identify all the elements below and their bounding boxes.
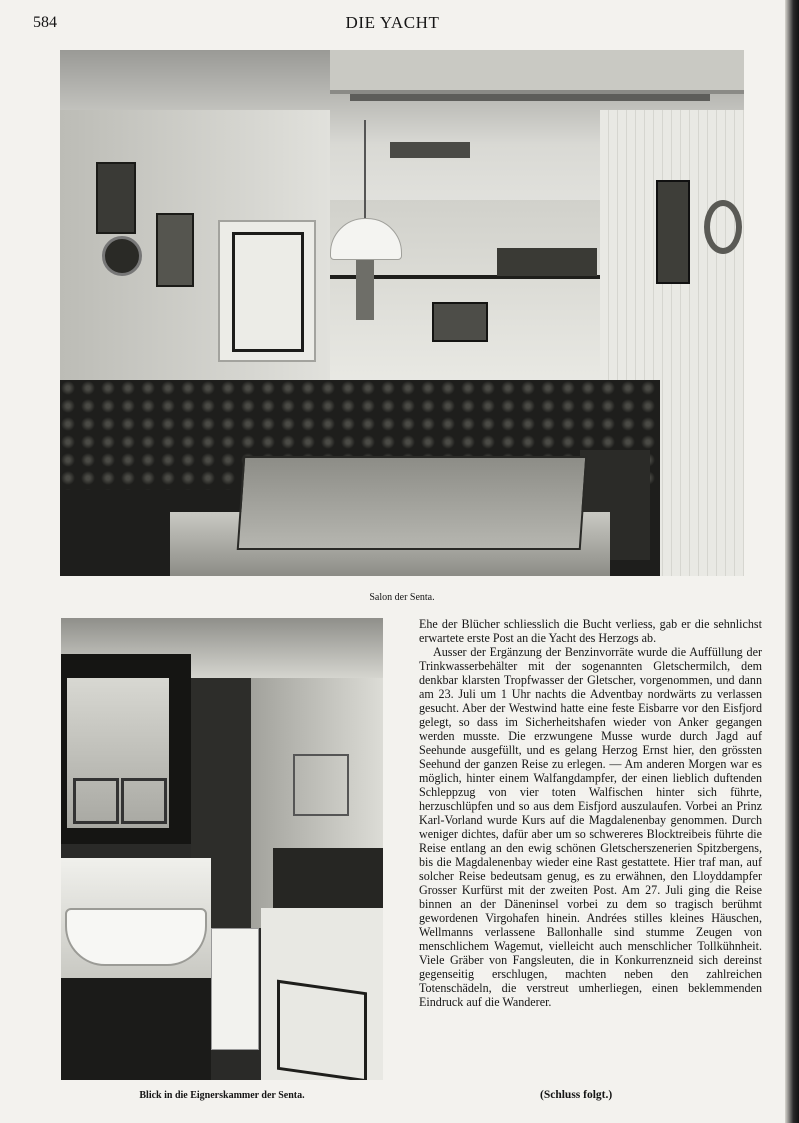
continuation-note: (Schluss folgt.) [540,1089,613,1101]
mirror [67,678,169,828]
wall-door [218,220,316,362]
life-ring [704,200,742,254]
salon-caption: Salon der Senta. [369,592,435,603]
ceiling-vent [390,142,470,158]
door-panel [232,232,304,352]
back-picture [432,302,488,342]
article-paragraph: Ehe der Blücher schliesslich die Bucht verliess, gab er die sehnlichst erwartete erste Post an die Yacht des Herzogs ab. [419,617,762,645]
cabin-wall-panel [293,754,349,816]
wall-clock [102,236,142,276]
mirror-reflection-2 [121,778,167,824]
article-body [419,617,762,1009]
lamp-cord [364,120,366,220]
page-edge-shadow [785,0,799,1123]
running-head-title: DIE YACHT [345,13,440,32]
cabin-door [211,928,259,1050]
right-wall-picture [656,180,690,284]
salon-photo [60,50,744,576]
lamp-stem [356,260,374,320]
page-number: 584 [33,14,57,31]
wall-picture-2 [156,213,194,287]
washstand-cabinet [61,978,211,1080]
table-top [237,456,588,550]
wall-picture-1 [96,162,136,234]
skylight [330,50,744,94]
wash-basin [65,908,207,966]
article-paragraph: Ausser der Ergänzung der Benzinvorräte wurde die Auffüllung der Trinkwasserbehälter mit der sogenannten Gletschermilch, dem denkbar klarsten Tropfwasser der Gletscher, vorgenommen, und dann am 23. Juli um 1 Uhr nachts die Adventbay nordwärts zu verlassen gesucht. Aber der Westwind hatte eine feste Eisbarre vor den Eisfjord gelegt, so dass im Sicherheitshafen wieder von Anker gegangen werden musste. Die erzwungene Musse wurde durch Jagd auf Seehunde ausgefüllt, und es gelang Herzog Ernst hier, den grössten Seehund der ganzen Reise zu erlegen. — Am anderen Morgen war es möglich, hinter einem Walfangdampfer, der einen lieblich duftenden Schleppzug von vier toten Walfischen hinter sich führte, herzuschlüpfen und so aus dem Eisfjord auszulaufen. Vorbei an Prinz Karl-Vorland wurde Kurs auf die Magdalenenbay genommen. Durch weniger dichtes, dafür aber um so schwereres Blocktreibeis führte die Reise entlang an den ewig schönen Gletscherszenerien Spitzbergens, bis die Magdalenenbay wieder eine Rast gestattete. Hier traf man, auf solcher Reise bedeutsam genug, es zu erwähnen, den Lloyddampfer Grosser Kurfürst mit der zweiten Post. Am 27. Juli ging die Reise binnen an der Däneninsel vorbei zu dem so tragisch berühmt gewordenen Virgohafen hinein. Andrées stilles kleines Häuschen, Wellmanns verlassene Ballonhalle sind stumme Zeugen von menschlichem Wagemut, vielleicht auch menschlicher Tollkühnheit. Viele Gräber von Fangsleuten, die in Konkurrenzneid sich dereinst gegenseitig erschlugen, machten neben den zahlreichen Totenschädeln, die verstreut umherliegen, einen beklemmenden Eindruck auf die Wanderer. [419,645,762,1009]
mirror-reflection [73,778,119,824]
cabin-panel [277,980,367,1080]
cabin-photo [61,618,383,1080]
ceiling-rail [350,94,710,101]
shelf-bottles [497,248,597,276]
cabin-caption: Blick in die Eignerskammer der Senta. [139,1090,305,1101]
